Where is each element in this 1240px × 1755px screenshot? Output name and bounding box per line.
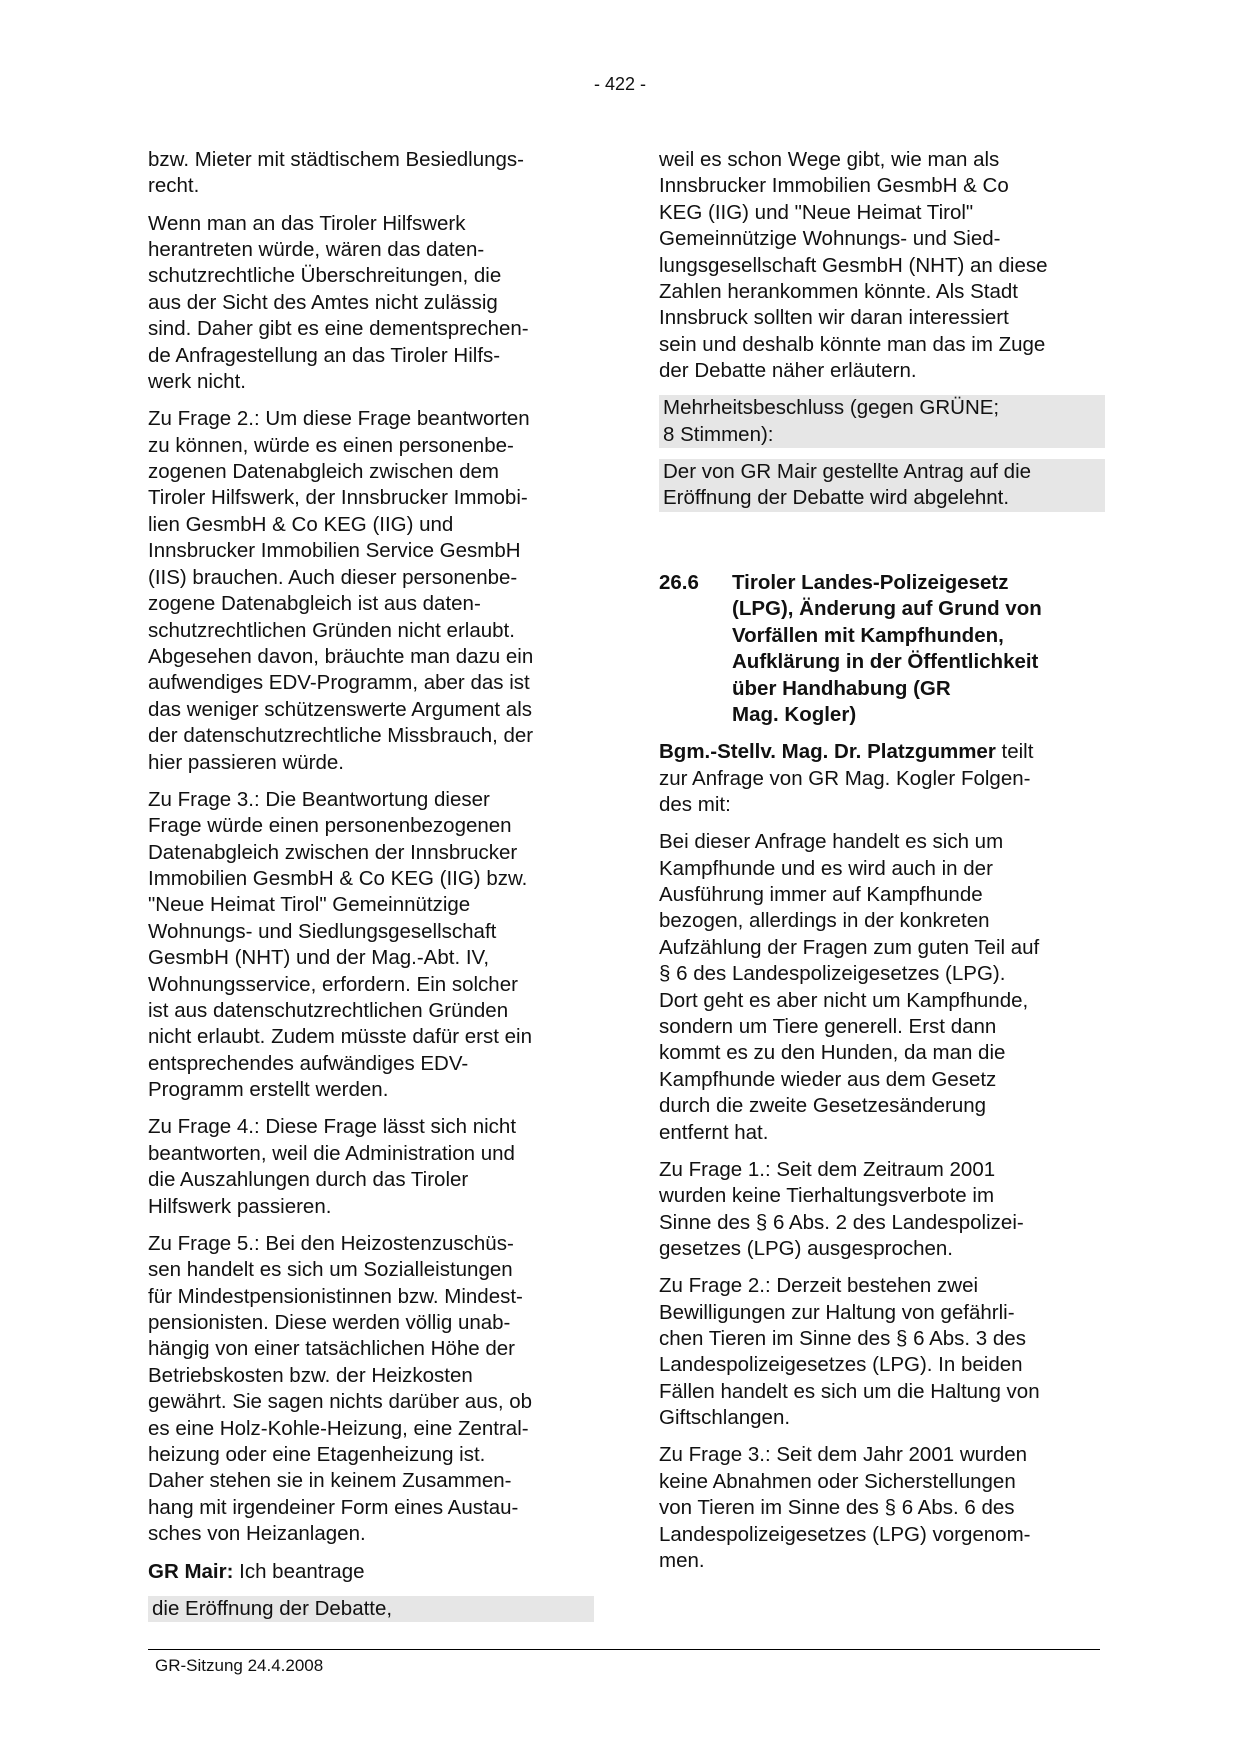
section-heading	[659, 570, 1099, 728]
text-line: Zu Frage 2.: Um diese Frage beantworten	[148, 407, 530, 431]
text-line: men.	[659, 1549, 705, 1573]
text-line: gesetzes (LPG) ausgesprochen.	[659, 1237, 953, 1261]
text-line: weil es schon Wege gibt, wie man als	[659, 148, 1000, 171]
text-line: hang mit irgendeiner Form eines Austau-	[148, 1495, 519, 1519]
text-line: sen handelt es sich um Sozialleistungen	[148, 1258, 513, 1282]
paragraph	[148, 1114, 588, 1220]
text-line: über Handhabung (GR	[732, 676, 951, 700]
text-line: Vorfällen mit Kampfhunden,	[732, 623, 1004, 647]
text-line: des mit:	[659, 792, 731, 816]
text-line: gewährt. Sie sagen nichts darüber aus, ob	[148, 1390, 533, 1414]
text-line: Innsbruck sollten wir daran interessiert	[659, 306, 1009, 330]
text-line: zur Anfrage von GR Mag. Kogler Folgen-	[659, 766, 1031, 790]
text-line: Programm erstellt werden.	[148, 1078, 389, 1102]
text-line: beantworten, weil die Administration und	[148, 1141, 515, 1165]
text-line: aus der Sicht des Amtes nicht zulässig	[148, 290, 498, 314]
text-line: wurden keine Tierhaltungsverbote im	[659, 1184, 995, 1208]
text-line: Zahlen herankommen könnte. Als Stadt	[659, 280, 1018, 304]
text-line: Bei dieser Anfrage handelt es sich um	[659, 830, 1004, 854]
text-line: de Anfragestellung an das Tiroler Hilfs-	[148, 343, 501, 367]
text-line: durch die zweite Gesetzesänderung	[659, 1094, 987, 1118]
text-line: Frage würde einen personenbezogenen	[148, 814, 512, 838]
resolution-box	[659, 395, 1105, 448]
footer-divider	[148, 1649, 1100, 1650]
text-line: 8 Stimmen):	[663, 422, 774, 446]
text-line: zogene Datenabgleich ist aus daten-	[148, 592, 481, 616]
text-line: schutzrechtliche Überschreitungen, die	[148, 264, 502, 288]
text-line: heizung oder eine Etagenheizung ist.	[148, 1443, 486, 1467]
text-line: GesmbH (NHT) und der Mag.-Abt. IV,	[148, 946, 490, 970]
text-line: entfernt hat.	[659, 1120, 769, 1144]
text-line: Der von GR Mair gestellte Antrag auf die	[663, 460, 1032, 484]
text-line: recht.	[148, 174, 200, 198]
text-line: Kampfhunde wieder aus dem Gesetz	[659, 1067, 997, 1091]
text-line: Immobilien GesmbH & Co KEG (IIG) bzw.	[148, 866, 528, 890]
text-fragment: teilt	[995, 740, 1034, 764]
text-line: Landespolizeigesetzes (LPG). In beiden	[659, 1353, 1023, 1377]
text-line: Landespolizeigesetzes (LPG) vorgenom-	[659, 1522, 1031, 1546]
text-line: die Auszahlungen durch das Tiroler	[148, 1168, 469, 1192]
text-line: ist aus datenschutzrechtlichen Gründen	[148, 998, 509, 1022]
left-column	[148, 147, 588, 1633]
text-line: aufwendiges EDV-Programm, aber das ist	[148, 671, 530, 695]
text-line: Tiroler Landes-Polizeigesetz	[732, 570, 1009, 594]
text-line: chen Tieren im Sinne des § 6 Abs. 3 des	[659, 1327, 1026, 1351]
text-line	[659, 739, 1099, 765]
text-line: hängig von einer tatsächlichen Höhe der	[148, 1337, 515, 1361]
text-line: "Neue Heimat Tirol" Gemeinnützige	[148, 893, 471, 917]
text-line: Wohnungsservice, erfordern. Ein solcher	[148, 972, 518, 996]
speaker-text: Ich beantrage	[233, 1559, 365, 1583]
text-line: zogenen Datenabgleich zwischen dem	[148, 460, 500, 484]
text-line: Wenn man an das Tiroler Hilfswerk	[148, 211, 466, 235]
text-line: (IIS) brauchen. Auch dieser personenbe-	[148, 565, 518, 589]
speaker-name: GR Mair:	[148, 1559, 234, 1583]
text-line: Fällen handelt es sich um die Haltung von	[659, 1379, 1040, 1403]
paragraph	[659, 147, 1099, 385]
section-title	[732, 570, 1042, 728]
right-column	[659, 147, 1099, 1585]
text-line: Innsbrucker Immobilien GesmbH & Co	[659, 174, 1009, 198]
paragraph	[148, 147, 588, 200]
text-line: Sinne des § 6 Abs. 2 des Landespolizei-	[659, 1210, 1024, 1234]
text-line: Zu Frage 5.: Bei den Heizostenzuschüs-	[148, 1231, 514, 1255]
text-line: herantreten würde, wären das daten-	[148, 238, 485, 262]
text-line: für Mindestpensionistinnen bzw. Mindest-	[148, 1284, 523, 1308]
text-line: Datenabgleich zwischen der Innsbrucker	[148, 840, 518, 864]
text-line: Zu Frage 1.: Seit dem Zeitraum 2001	[659, 1157, 996, 1181]
text-line: Giftschlangen.	[659, 1406, 791, 1430]
section-number: 26.6	[659, 570, 699, 594]
text-line: bezogen, allerdings in der konkreten	[659, 909, 990, 933]
text-line: der datenschutzrechtliche Missbrauch, der	[148, 724, 534, 748]
text-line: Hilfswerk passieren.	[148, 1194, 332, 1218]
paragraph	[148, 406, 588, 776]
text-line: Mag. Kogler)	[732, 702, 857, 726]
text-line: schutzrechtlichen Gründen nicht erlaubt.	[148, 618, 515, 642]
text-line: das weniger schützenswerte Argument als	[148, 697, 533, 721]
paragraph	[659, 1442, 1099, 1574]
text-line: die Eröffnung der Debatte,	[152, 1596, 393, 1620]
text-line: hier passieren würde.	[148, 750, 344, 774]
text-line: sondern um Tiere generell. Erst dann	[659, 1014, 997, 1038]
paragraph	[148, 1231, 588, 1548]
text-line: Aufklärung in der Öffentlichkeit	[732, 650, 1039, 674]
text-line: Daher stehen sie in keinem Zusammen-	[148, 1469, 512, 1493]
text-line: Zu Frage 4.: Diese Frage lässt sich nicht	[148, 1115, 517, 1139]
text-line: Mehrheitsbeschluss (gegen GRÜNE;	[663, 396, 1000, 420]
text-line: Tiroler Hilfswerk, der Innsbrucker Immobi-	[148, 486, 528, 510]
text-line: Zu Frage 3.: Seit dem Jahr 2001 wurden	[659, 1443, 1028, 1467]
text-line: sches von Heizanlagen.	[148, 1522, 366, 1546]
text-line: Betriebskosten bzw. der Heizkosten	[148, 1363, 473, 1387]
paragraph	[148, 211, 588, 396]
text-line: bzw. Mieter mit städtischem Besiedlungs-	[148, 148, 524, 171]
text-line: sind. Daher gibt es eine dementsprechen-	[148, 317, 529, 341]
text-line: nicht erlaubt. Zudem müsste dafür erst ein	[148, 1025, 532, 1049]
footer-session-date: GR-Sitzung 24.4.2008	[155, 1656, 324, 1675]
text-line: § 6 des Landespolizeigesetzes (LPG).	[659, 962, 1006, 986]
paragraph	[659, 829, 1099, 1146]
text-line: Kampfhunde und es wird auch in der	[659, 856, 993, 880]
intro-paragraph	[659, 739, 1099, 818]
text-line: Wohnungs- und Siedlungsgesellschaft	[148, 919, 497, 943]
motion-box	[148, 1596, 594, 1622]
text-line: lien GesmbH & Co KEG (IIG) und	[148, 512, 454, 536]
text-line: sein und deshalb könnte man das im Zuge	[659, 332, 1046, 356]
resolution-result-box	[659, 459, 1105, 512]
text-line: Innsbrucker Immobilien Service GesmbH	[148, 539, 521, 563]
text-line: Dort geht es aber nicht um Kampfhunde,	[659, 988, 1029, 1012]
text-line: Gemeinnützige Wohnungs- und Sied-	[659, 227, 1001, 251]
paragraph	[659, 1157, 1099, 1263]
text-line: entsprechendes aufwändiges EDV-	[148, 1051, 469, 1075]
text-line: KEG (IIG) und "Neue Heimat Tirol"	[659, 200, 974, 224]
text-line: Abgesehen davon, bräuchte man dazu ein	[148, 644, 534, 668]
text-line: keine Abnahmen oder Sicherstellungen	[659, 1469, 1016, 1493]
text-line: Zu Frage 2.: Derzeit bestehen zwei	[659, 1274, 979, 1298]
paragraph	[148, 787, 588, 1104]
text-line: Aufzählung der Fragen zum guten Teil auf	[659, 935, 1040, 959]
text-line: zu können, würde es einen personenbe-	[148, 433, 514, 457]
text-line: es eine Holz-Kohle-Heizung, eine Zentral-	[148, 1416, 529, 1440]
text-line: von Tieren im Sinne des § 6 Abs. 6 des	[659, 1496, 1015, 1520]
paragraph	[659, 1273, 1099, 1431]
text-line: der Debatte näher erläutern.	[659, 359, 917, 383]
text-line: Ausführung immer auf Kampfhunde	[659, 882, 983, 906]
page-number: - 422 -	[593, 74, 647, 94]
text-line: Eröffnung der Debatte wird abgelehnt.	[663, 486, 1010, 510]
speaker-paragraph	[148, 1559, 588, 1585]
text-line: werk nicht.	[148, 370, 246, 394]
text-line: kommt es zu den Hunden, da man die	[659, 1041, 1006, 1065]
text-line: Bewilligungen zur Haltung von gefährli-	[659, 1300, 1015, 1324]
text-line: lungsgesellschaft GesmbH (NHT) an diese	[659, 253, 1048, 277]
text-line: (LPG), Änderung auf Grund von	[732, 597, 1042, 621]
text-line: pensionisten. Diese werden völlig unab-	[148, 1311, 511, 1335]
text-line: Zu Frage 3.: Die Beantwortung dieser	[148, 787, 490, 811]
speaker-name: Bgm.-Stellv. Mag. Dr. Platzgummer	[659, 740, 996, 764]
